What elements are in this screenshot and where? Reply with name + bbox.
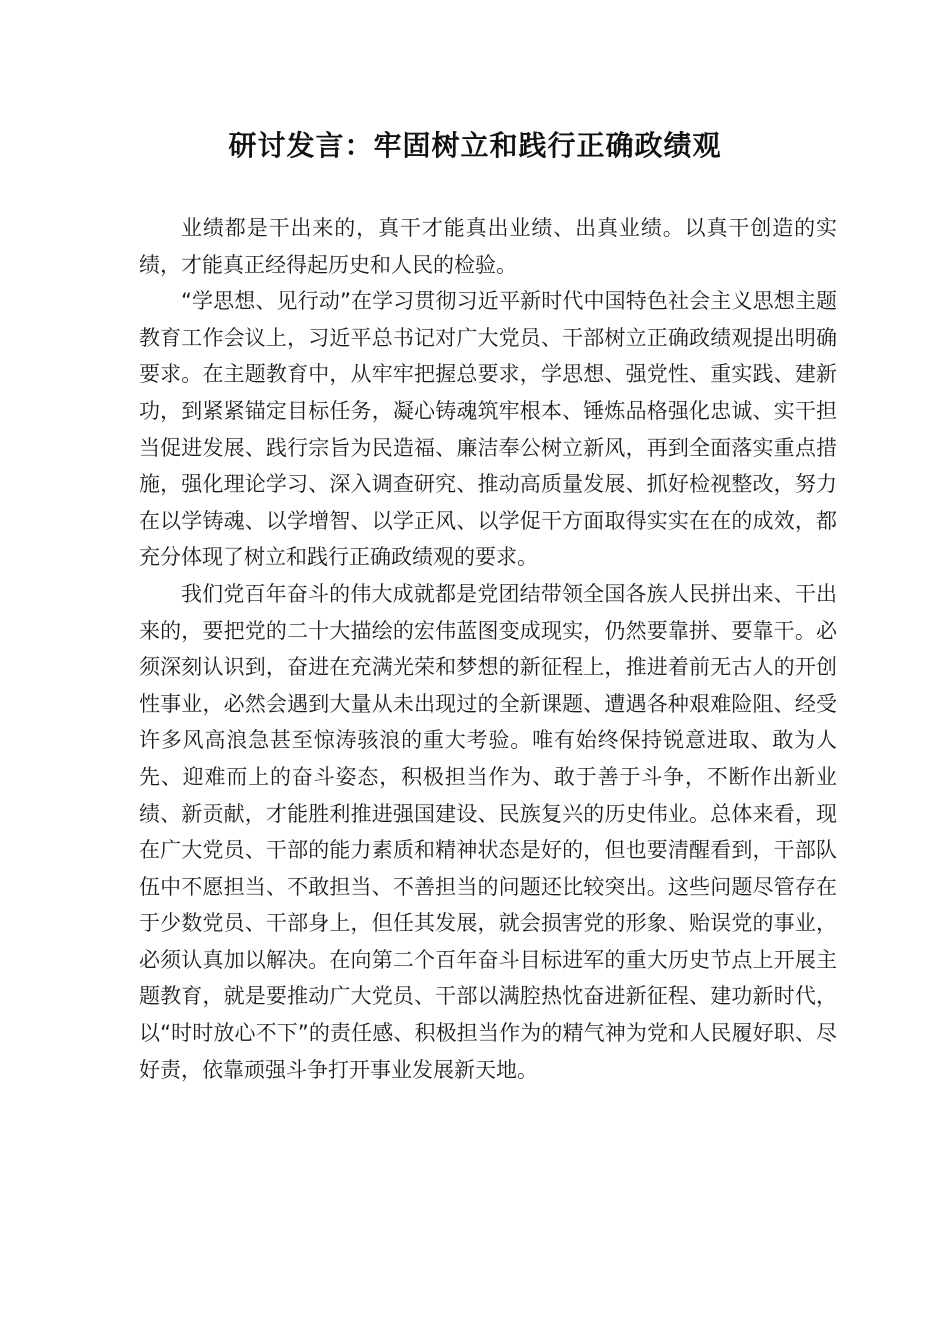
document-body: [139, 210, 837, 1088]
document-title: 研讨发言：牢固树立和践行正确政绩观: [228, 129, 722, 162]
paragraph: “学思想、见行动”在学习贯彻习近平新时代中国特色社会主义思想主题教育工作会议上，习近平总书记对广大党员、干部树立正确政绩观提出明确要求。在主题教育中，从牢牢把握总要求，学思想、强党性、重实践、建新功，到紧紧锚定目标任务，凝心铸魂筑牢根本、锤炼品格强化忠诚、实干担当促进发展、践行宗旨为民造福、廉洁奉公树立新风，再到全面落实重点措施，强化理论学习、深入调查研究、推动高质量发展、抓好检视整改，努力在以学铸魂、以学增智、以学正风、以学促干方面取得实实在在的成效，都充分体现了树立和践行正确政绩观的要求。: [139, 289, 837, 570]
paragraph: 我们党百年奋斗的伟大成就都是党团结带领全国各族人民拼出来、干出来的，要把党的二十大描绘的宏伟蓝图变成现实，仍然要靠拼、要靠干。必须深刻认识到，奋进在充满光荣和梦想的新征程上，推进着前无古人的开创性事业，必然会遇到大量从未出现过的全新课题、遭遇各种艰难险阻、经受许多风高浪急甚至惊涛骇浪的重大考验。唯有始终保持锐意进取、敢为人先、迎难而上的奋斗姿态，积极担当作为、敢于善于斗争，不断作出新业绩、新贡献，才能胜利推进强国建设、民族复兴的历史伟业。总体来看，现在广大党员、干部的能力素质和精神状态是好的，但也要清醒看到，干部队伍中不愿担当、不敢担当、不善担当的问题还比较突出。这些问题尽管存在于少数党员、干部身上，但任其发展，就会损害党的形象、贻误党的事业，必须认真加以解决。在向第二个百年奋斗目标进军的重大历史节点上开展主题教育，就是要推动广大党员、干部以满腔热忱奋进新征程、建功新时代，以“时时放心不下”的责任感、积极担当作为的精气神为党和人民履好职、尽好责，依靠顽强斗争打开事业发展新天地。: [139, 581, 837, 1082]
paragraph: 业绩都是干出来的，真干才能真出业绩、出真业绩。以真干创造的实绩，才能真正经得起历史和人民的检验。: [139, 216, 837, 277]
